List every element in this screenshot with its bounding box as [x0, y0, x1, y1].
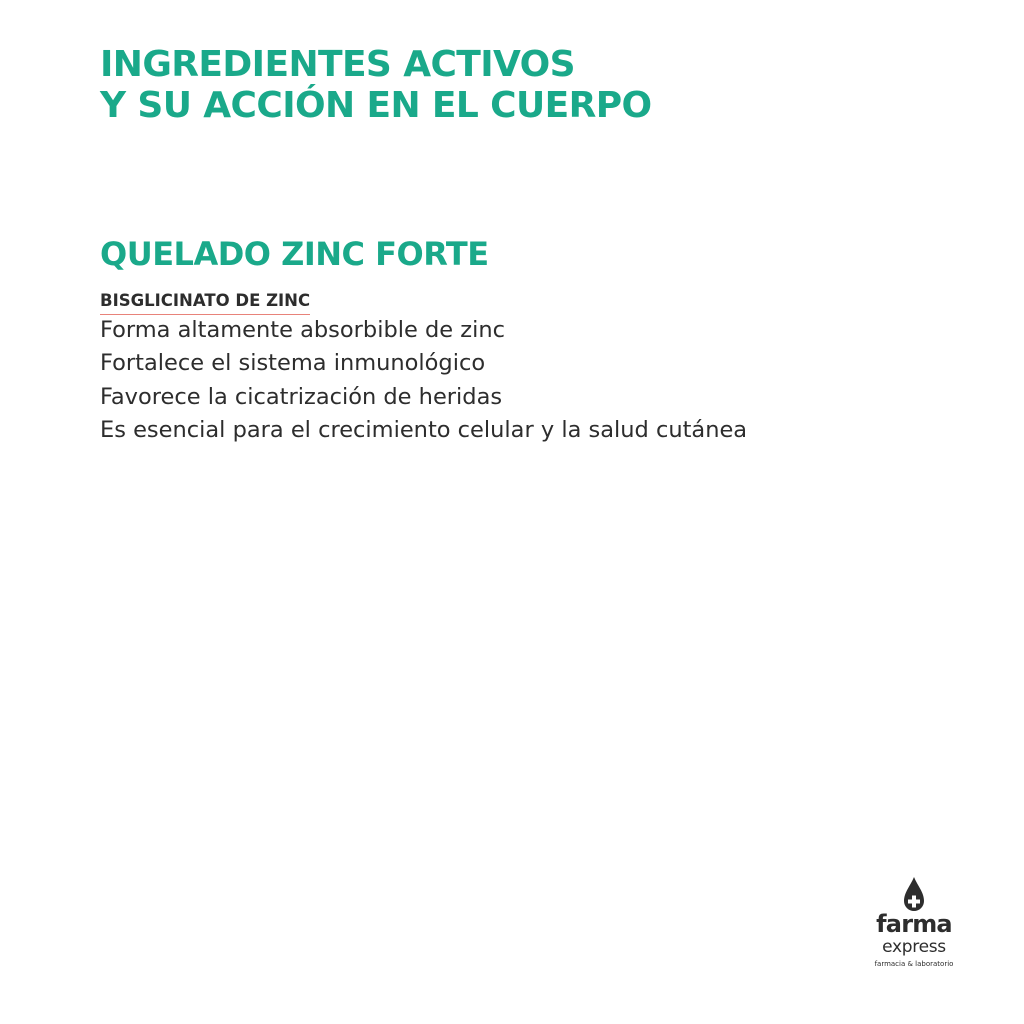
page-title-line-1: INGREDIENTES ACTIVOS [100, 44, 575, 85]
ingredient-name: BISGLICINATO DE ZINC [100, 290, 310, 315]
page-title-line-2: Y SU ACCIÓN EN EL CUERPO [100, 85, 652, 126]
page-title [100, 44, 652, 126]
brand-logo [866, 874, 962, 974]
drop-cross-icon [902, 876, 926, 914]
brand-name-farma: farma [876, 910, 952, 938]
brand-name-express: express [882, 937, 946, 957]
brand-tagline: farmacia & laboratorio [874, 960, 954, 968]
benefit-item: Forma altamente absorbible de zinc [100, 317, 505, 343]
product-name: QUELADO ZINC FORTE [100, 235, 489, 273]
benefits-list [100, 314, 747, 447]
benefit-item: Es esencial para el crecimiento celular y la salud cutánea [100, 416, 748, 443]
benefit-item: Favorece la cicatrización de heridas [100, 383, 503, 410]
benefit-item: Fortalece el sistema inmunológico [100, 350, 486, 377]
